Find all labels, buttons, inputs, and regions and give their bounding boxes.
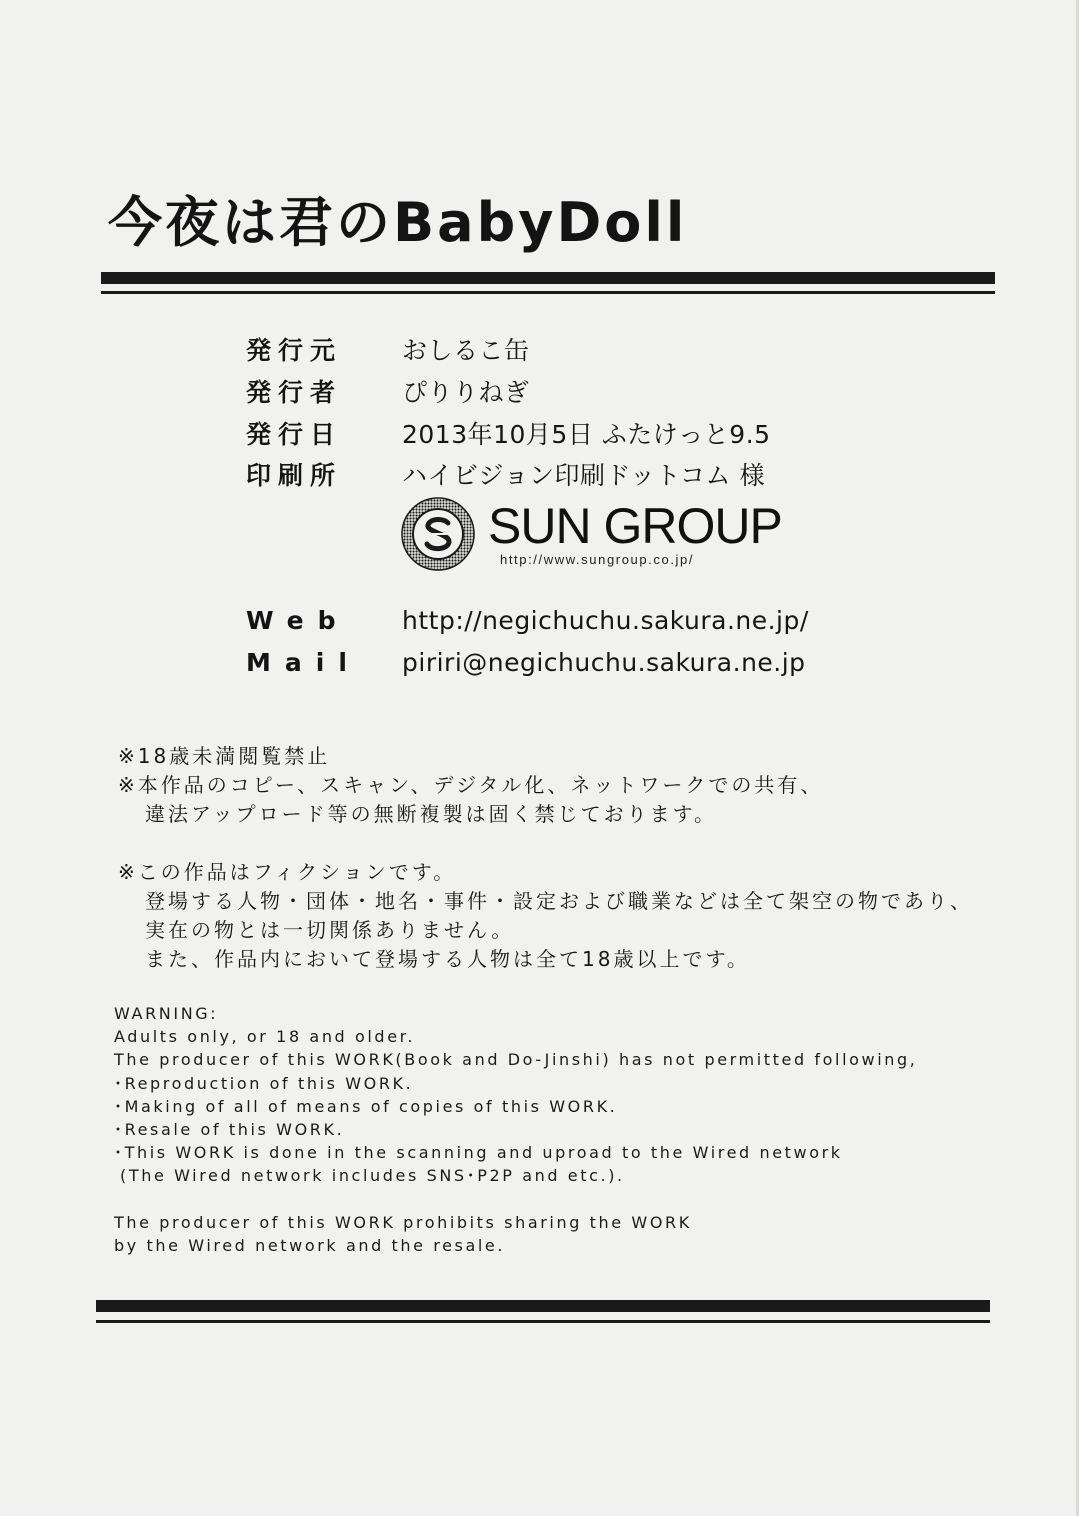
copy-prohibition-line-2: 違法アップロード等の無断複製は固く禁じております。 xyxy=(145,802,717,826)
date-label: 発行日 xyxy=(246,420,343,449)
warning-line-1: Adults only, or 18 and older. xyxy=(114,1027,416,1047)
date-row xyxy=(246,415,946,455)
age-restriction-notice xyxy=(118,742,823,829)
bottom-rule-thick xyxy=(96,1300,990,1312)
fiction-line-1: ※この作品はフィクションです。 xyxy=(118,860,457,884)
warning-item-1: ･Reproduction of this WORK. xyxy=(114,1073,414,1093)
warning-item-2: ･Making of all of means of copies of this WORK. xyxy=(114,1096,618,1116)
sun-group-logo-text: SUN GROUP xyxy=(488,498,782,554)
warning-spacer xyxy=(114,1188,917,1211)
fiction-line-3: 実在の物とは一切関係ありません。 xyxy=(145,918,515,942)
issuer-row xyxy=(246,373,946,413)
fiction-line-2: 登場する人物・団体・地名・事件・設定および職業などは全て架空の物であり、 xyxy=(145,889,973,913)
top-rule-thin xyxy=(101,291,995,294)
top-rule-thick xyxy=(101,272,995,284)
sun-group-logo-mark-icon xyxy=(400,496,476,572)
warning-item-4: ･This WORK is done in the scanning and uproad to the Wired network xyxy=(114,1143,843,1163)
english-warning xyxy=(114,1002,917,1257)
warning-line-2: The producer of this WORK(Book and Do-Jinshi) has not permitted following, xyxy=(114,1050,918,1070)
printer-row xyxy=(246,456,946,496)
issuer-value: ぴりりねぎ xyxy=(402,378,530,407)
sun-group-logo xyxy=(400,496,820,576)
fiction-line-4: また、作品内において登場する人物は全て18歳以上です。 xyxy=(145,947,750,971)
warning-heading: WARNING: xyxy=(114,1004,219,1023)
publisher-row xyxy=(246,331,946,371)
fiction-notice xyxy=(118,858,973,974)
sun-group-url: http://www.sungroup.co.jp/ xyxy=(500,552,695,567)
warning-closing-2: by the Wired network and the resale. xyxy=(114,1235,506,1255)
printer-value: ハイビジョン印刷ドットコム 様 xyxy=(402,461,765,490)
printer-label: 印刷所 xyxy=(246,461,343,490)
warning-item-4-cont: (The Wired network includes SNS･P2P and etc.). xyxy=(120,1166,625,1186)
web-row xyxy=(246,601,946,641)
publisher-value: おしるこ缶 xyxy=(402,336,530,365)
web-label: Web xyxy=(246,606,350,635)
date-value: 2013年10月5日 ふたけっと9.5 xyxy=(402,420,771,449)
mail-address: piriri@negichuchu.sakura.ne.jp xyxy=(402,648,806,677)
mail-label: Mail xyxy=(246,648,361,677)
issuer-label: 発行者 xyxy=(246,378,343,407)
publisher-label: 発行元 xyxy=(246,336,343,365)
age-restriction-line: ※18歳未満閲覧禁止 xyxy=(118,744,331,768)
copy-prohibition-line-1: ※本作品のコピー、スキャン、デジタル化、ネットワークでの共有、 xyxy=(118,773,824,797)
web-url: http://negichuchu.sakura.ne.jp/ xyxy=(402,606,809,635)
bottom-rule-thin xyxy=(96,1320,990,1323)
warning-item-3: ･Resale of this WORK. xyxy=(114,1119,345,1139)
book-title: 今夜は君のBabyDoll xyxy=(108,191,688,254)
mail-row xyxy=(246,643,946,683)
warning-closing-1: The producer of this WORK prohibits sharing the WORK xyxy=(114,1212,692,1232)
